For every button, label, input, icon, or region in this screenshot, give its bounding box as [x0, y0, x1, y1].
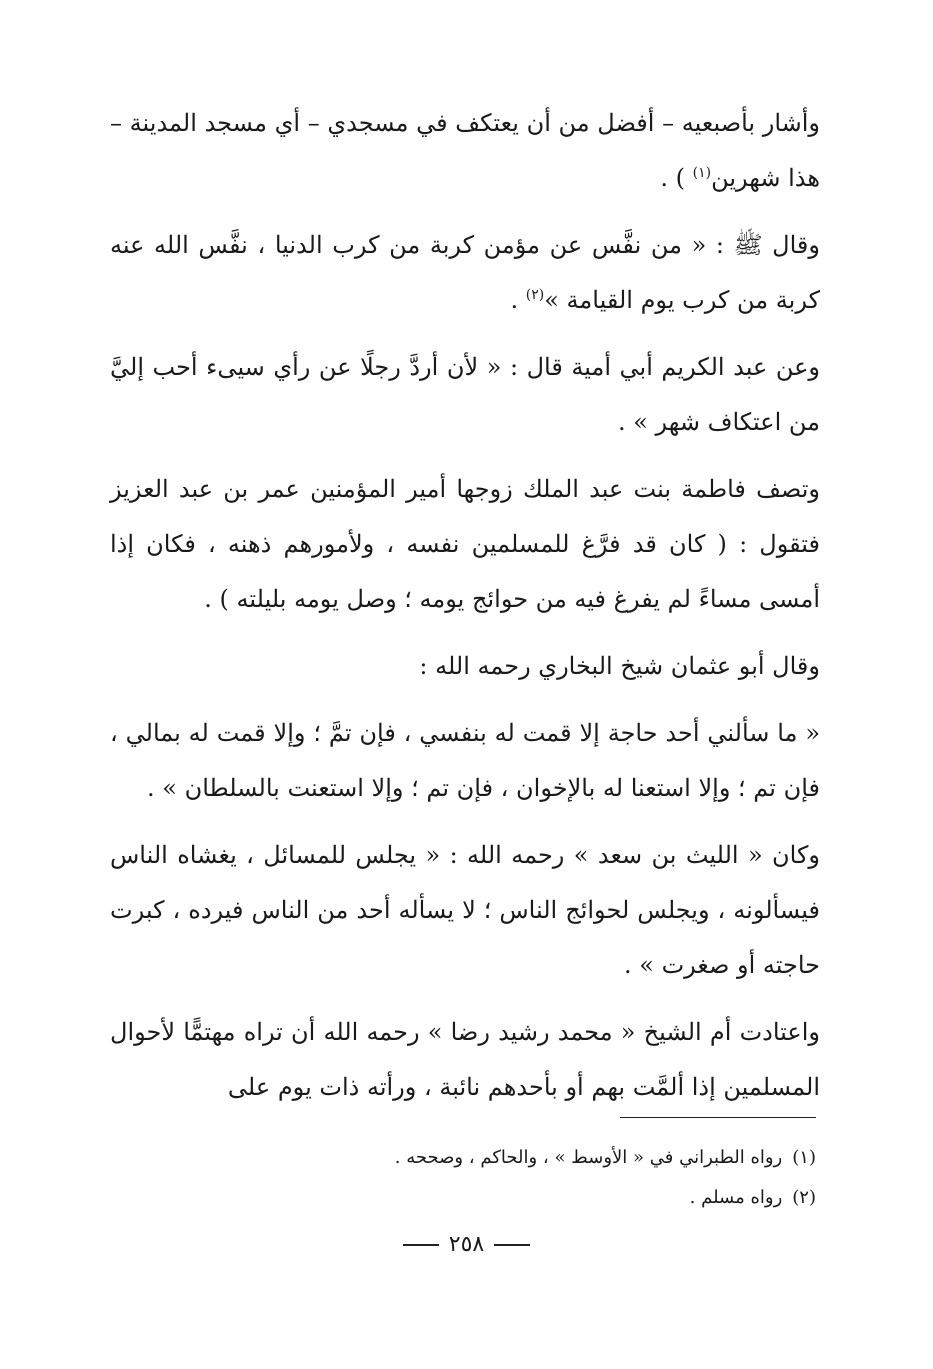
main-text	[110, 96, 820, 1127]
paragraph-text: وقال أبو عثمان شيخ البخاري رحمه الله :	[419, 652, 820, 680]
footnote-text: رواه مسلم .	[689, 1187, 783, 1208]
paragraph-2	[110, 218, 820, 328]
page-number	[0, 1232, 933, 1257]
paragraph-tail: ) .	[660, 164, 693, 192]
paragraph-text: وعن عبد الكريم أبي أمية قال : « لأن أردَّ رجلًا عن رأي سيىء أحب إليَّ من اعتكاف شهر » .	[110, 353, 820, 436]
footnote-ref: (٢)	[525, 287, 545, 303]
footnote-divider	[620, 1117, 816, 1118]
paragraph-5	[110, 639, 820, 694]
paragraph-text: وقال ﷺ : « من نفَّس عن مؤمن كربة من كرب الدنيا ، نفَّس الله عنه كربة من كرب يوم القيامة »	[110, 231, 820, 314]
footnote-ref: (١)	[692, 165, 712, 181]
footnote-1	[300, 1138, 816, 1178]
footnotes	[300, 1138, 816, 1218]
footnote-2	[300, 1178, 816, 1218]
footnote-number: (٢)	[792, 1187, 816, 1208]
footnote-text: رواه الطبراني في « الأوسط » ، والحاكم ، وصححه .	[394, 1147, 783, 1168]
paragraph-tail: .	[510, 286, 526, 314]
page-number-dash	[494, 1244, 530, 1246]
page-number-dash	[403, 1244, 439, 1246]
paragraph-text: وتصف فاطمة بنت عبد الملك زوجها أمير المؤمنين عمر بن عبد العزيز فتقول : ( كان قد فرَّغ للمسلمين نفسه ، ولأمورهم ذهنه ، فكان إذا أمسى مساءً لم يفرغ فيه من حوائج يومه ؛ وصل يومه بليلته ) .	[110, 475, 821, 613]
paragraph-4	[110, 462, 820, 627]
paragraph-8	[110, 1005, 820, 1115]
paragraph-text: وأشار بأصبعيه – أفضل من أن يعتكف في مسجدي – أي مسجد المدينة – هذا شهرين	[110, 109, 820, 192]
paragraph-7	[110, 828, 820, 993]
paragraph-text: واعتادت أم الشيخ « محمد رشيد رضا » رحمه الله أن تراه مهتمًّا لأحوال المسلمين إذا ألمَّت بهم أو بأحدهم نائبة ، ورأته ذات يوم على	[110, 1018, 820, 1101]
footnote-number: (١)	[792, 1147, 816, 1168]
paragraph-6	[110, 706, 820, 816]
paragraph-3	[110, 340, 820, 450]
page-number-value: ٢٥٨	[448, 1232, 485, 1257]
paragraph-text: « ما سألني أحد حاجة إلا قمت له بنفسي ، فإن تمَّ ؛ وإلا قمت له بمالي ، فإن تم ؛ وإلا استعنا له بالإخوان ، فإن تم ؛ وإلا استعنت بالسلطان » .	[110, 719, 820, 802]
paragraph-1	[110, 96, 820, 206]
paragraph-text: وكان « الليث بن سعد » رحمه الله : « يجلس للمسائل ، يغشاه الناس فيسألونه ، ويجلس لحوائج الناس ؛ لا يسأله أحد من الناس فيرده ، كبرت حاجته أو صغرت » .	[110, 841, 820, 979]
